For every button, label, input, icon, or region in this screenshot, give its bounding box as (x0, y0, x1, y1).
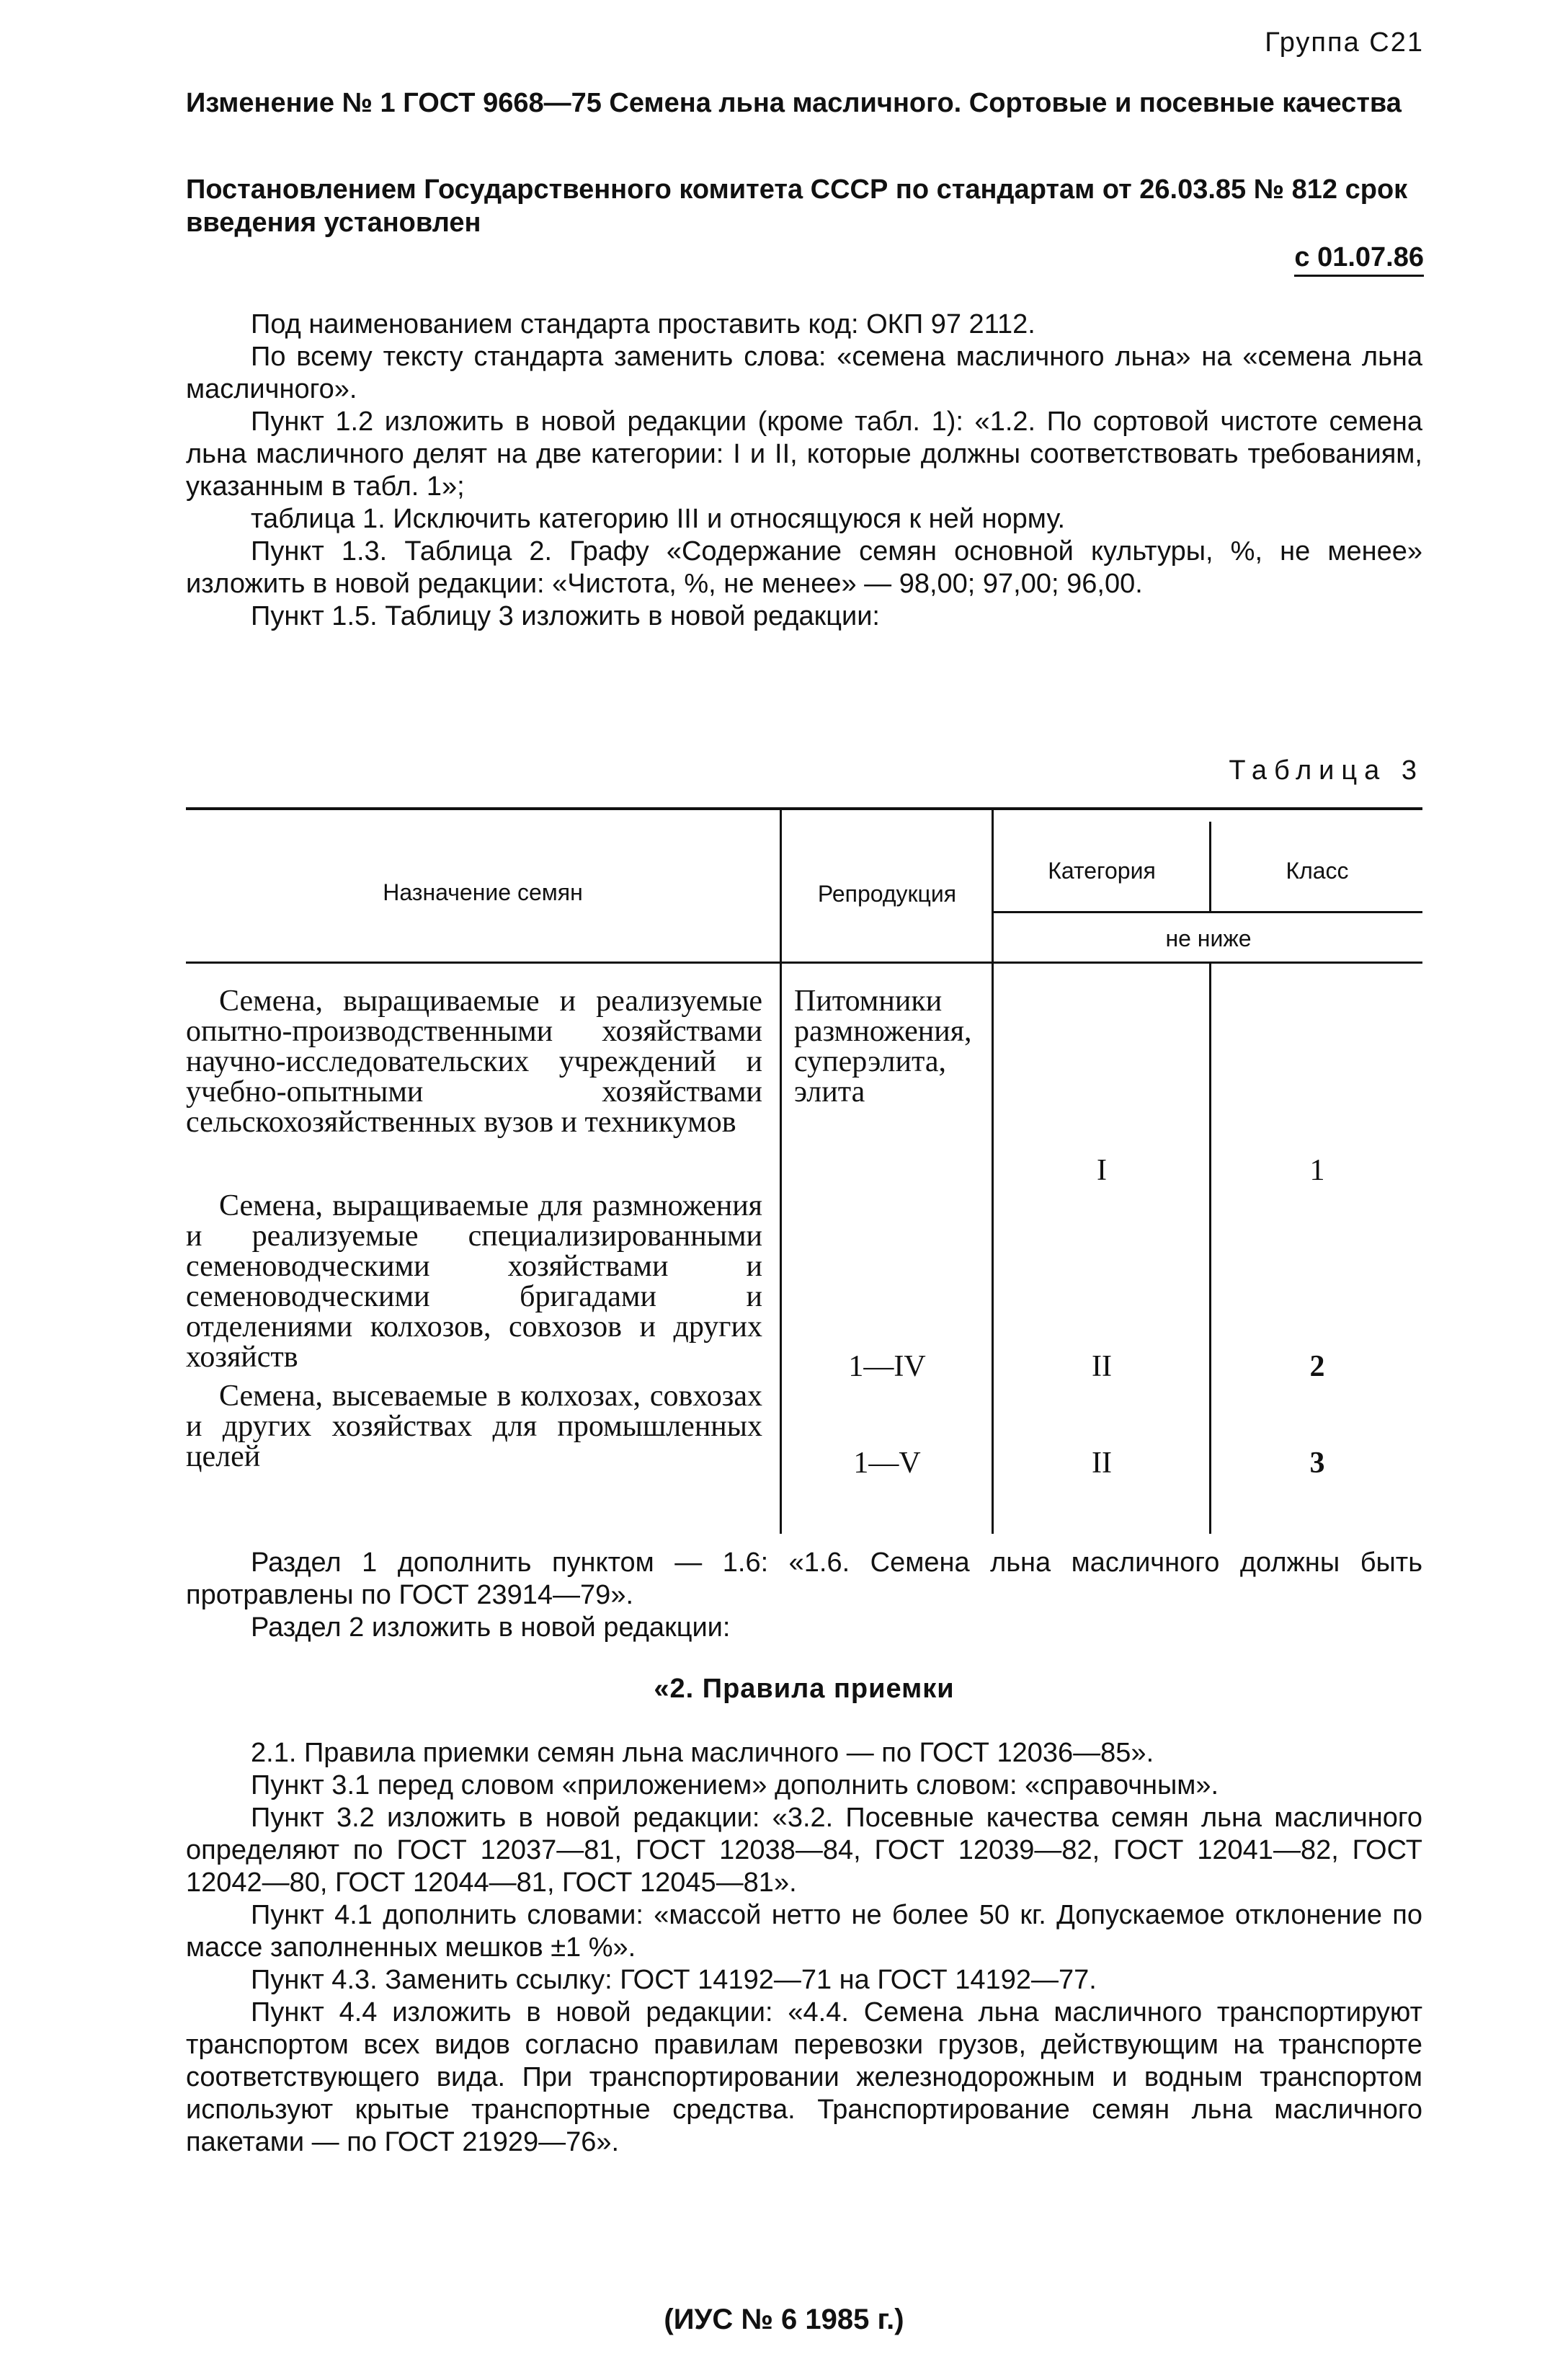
col-divider-1 (780, 810, 782, 1534)
paragraph: Пункт 3.2 изложить в новой редакции: «3.2. Посевные качества семян льна масличного определяют по ГОСТ 12037—81, ГОСТ 12038—84, ГОСТ 12039—82, ГОСТ 12041—82, ГОСТ 12042—80, ГОСТ 12044—81, ГОСТ 12045—81». (186, 1803, 1422, 1898)
paragraph: Пункт 4.3. Заменить ссылку: ГОСТ 14192—71 на ГОСТ 14192—77. (251, 1965, 1097, 1995)
row1-category: I (1097, 1154, 1107, 1187)
paragraph: Раздел 2 изложить в новой редакции: (251, 1612, 731, 1643)
row1-class: 1 (1309, 1154, 1325, 1187)
row2-reproduction: 1—IV (848, 1350, 926, 1383)
after-table-text (186, 1547, 1422, 2159)
row2-category: II (1092, 1350, 1112, 1383)
effective-date: с 01.07.86 (1294, 242, 1424, 277)
footer-source: (ИУС № 6 1985 г.) (664, 2304, 904, 2335)
paragraph: таблица 1. Исключить категорию III и относящуюся к ней норму. (251, 504, 1066, 534)
paragraph: Под наименованием стандарта проставить код: ОКП 97 2112. (251, 309, 1035, 339)
row2-purpose: Семена, выращиваемые для размножения и реализуемые специализированными семеноводческими хозяйствами и семеноводческими бригадами и отделениями колхозов, совхозов и других хозяйств (186, 1189, 762, 1374)
row1-reproduction: Питомники размножения, суперэлита, элита (794, 985, 972, 1109)
paragraph: Раздел 1 дополнить пунктом — 1.6: «1.6. Семена льна масличного должны быть протравлены по ГОСТ 23914—79». (186, 1547, 1422, 1610)
table-top-rule (186, 807, 1422, 810)
row2-class: 2 (1309, 1350, 1325, 1383)
header-category: Категория (1048, 858, 1156, 884)
paragraph: Пункт 1.3. Таблица 2. Графу «Содержание семян основной культуры, %, не менее» изложить в новой редакции: «Чистота, %, не менее» — 98,00; 97,00; 96,00. (186, 536, 1422, 599)
section-heading: «2. Правила приемки (654, 1674, 955, 1704)
amendment-title: Изменение № 1 ГОСТ 9668—75 Семена льна масличного. Сортовые и посевные качества (186, 88, 1402, 118)
header-class: Класс (1286, 858, 1349, 884)
header-purpose: Назначение семян (383, 879, 583, 905)
header-split-rule (992, 911, 1422, 913)
header-reproduction: Репродукция (817, 881, 957, 907)
row3-purpose: Семена, высеваемые в колхозах, совхозах и других хозяйствах для промышленных целей (186, 1380, 762, 1473)
intro-text (186, 308, 1422, 633)
paragraph: 2.1. Правила приемки семян льна масличного — по ГОСТ 12036—85». (251, 1738, 1154, 1768)
paragraph: По всему тексту стандарта заменить слова: «семена масличного льна» на «семена льна масличного». (186, 342, 1422, 404)
col-divider-3-body (1209, 962, 1211, 1534)
col-divider-2 (992, 810, 994, 1534)
row3-category: II (1092, 1447, 1112, 1480)
paragraph: Пункт 4.4 изложить в новой редакции: «4.4. Семена льна масличного транспортируют транспортом всех видов согласно правилам перевозки грузов, действующим на транспорте соответствующего вида. При транспортировании железнодорожным и водным транспортом используют крытые транспортные средства. Транспортирование семян льна масличного пакетами — по ГОСТ 21929—76». (186, 1997, 1422, 2157)
decree-text: Постановлением Государственного комитета СССР по стандартам от 26.03.85 № 812 срок введения установлен (186, 174, 1408, 238)
paragraph: Пункт 1.5. Таблицу 3 изложить в новой редакции: (251, 601, 880, 631)
header-not-lower: не ниже (1165, 925, 1252, 951)
paragraph: Пункт 3.1 перед словом «приложением» дополнить словом: «справочным». (251, 1770, 1219, 1800)
paragraph: Пункт 1.2 изложить в новой редакции (кроме табл. 1): «1.2. По сортовой чистоте семена льна масличного делят на две категории: I и II, которые должны соответствовать требованиям, указанным в табл. 1»; (186, 407, 1422, 502)
col-divider-3 (1209, 822, 1211, 911)
paragraph: Пункт 4.1 дополнить словами: «массой нетто не более 50 кг. Допускаемое отклонение по массе заполненных мешков ±1 %». (186, 1900, 1422, 1963)
row3-reproduction: 1—V (853, 1447, 921, 1480)
seed-table (186, 807, 1422, 1535)
header-bottom-rule (186, 962, 1422, 964)
group-code: Группа С21 (1265, 27, 1424, 58)
row3-class: 3 (1309, 1447, 1325, 1480)
table-caption: Таблица 3 (1229, 755, 1424, 786)
row1-purpose: Семена, выращиваемые и реализуемые опытно-производственными хозяйствами научно-исследовательских учреждений и учебно-опытными хозяйствами сельскохозяйственных вузов и техникумов (186, 985, 762, 1139)
